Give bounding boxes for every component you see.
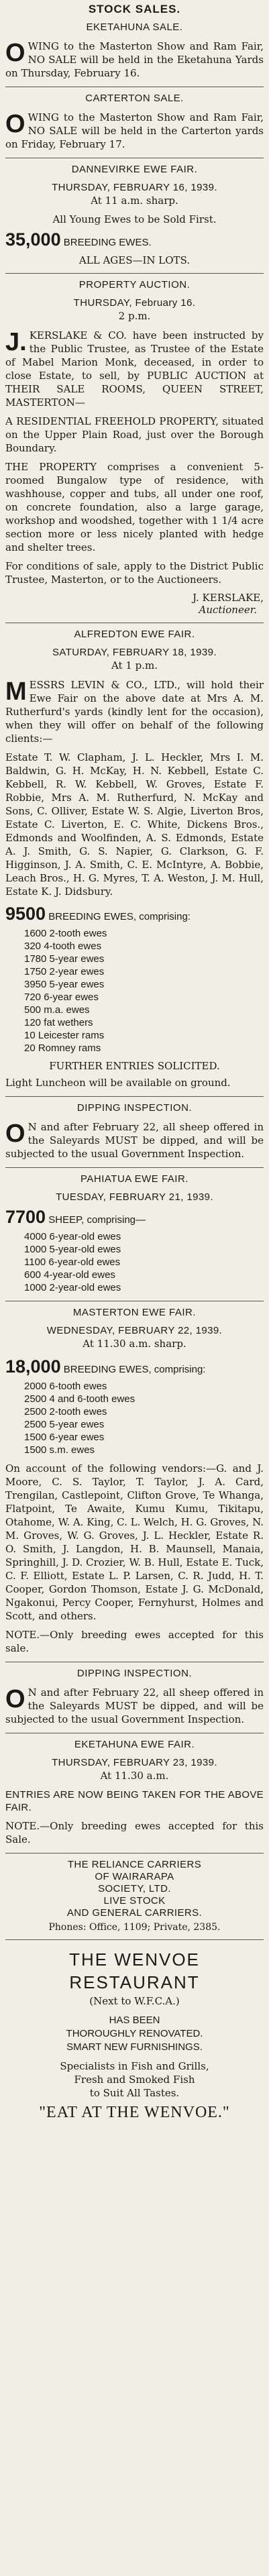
pahiatua-ewe-fair-ad — [5, 1173, 264, 1294]
ad-body-text: N and after February 22, all sheep offered in the Saleyards MUST be dipped, and will be subjected to the usual Government Inspection. — [5, 1121, 264, 1160]
list-item: 3950 5-year ewes — [24, 979, 105, 990]
ad-date: WEDNESDAY, FEBRUARY 22, 1939. — [46, 1325, 223, 1336]
stock-list — [24, 1380, 264, 1456]
list-item: 4000 6-year-old ewes — [24, 1231, 121, 1242]
drop-cap: O — [5, 39, 25, 67]
dipping-inspection-ad — [5, 1102, 264, 1161]
section-header: STOCK SALES. — [88, 3, 181, 15]
list-item: 1100 6-year-old ewes — [24, 1256, 121, 1268]
ad-title: DIPPING INSPECTION. — [76, 1102, 193, 1114]
company-line: LIVE STOCK — [103, 1895, 166, 1907]
stock-list — [24, 927, 264, 1055]
headline-count — [5, 904, 264, 924]
specialty-line: to Suit All Tastes. — [89, 2087, 180, 2099]
ad-body-text: WING to the Masterton Show and Ram Fair, NO SALE will be held in the Eketahuna Yards on Thursday, February 16. — [5, 40, 264, 79]
ad-title: PROPERTY AUCTION. — [78, 279, 191, 290]
list-item: 1500 s.m. ewes — [24, 1444, 95, 1456]
reliance-carriers-ad — [5, 1859, 264, 1933]
stock-list — [24, 1230, 264, 1294]
drop-cap: O — [5, 1685, 25, 1713]
drop-cap: M — [5, 678, 27, 706]
divider — [5, 1939, 264, 1940]
divider — [5, 273, 264, 274]
eketahuna-ewe-fair-ad — [5, 1739, 264, 1846]
list-item: 1000 5-year-old ewes — [24, 1244, 121, 1255]
ad-title: MASTERTON EWE FAIR. — [72, 1307, 197, 1318]
property-auction-ad — [5, 279, 264, 616]
big-number: 35,000 — [5, 229, 61, 250]
drop-cap: J. — [5, 328, 27, 356]
dipping-inspection-ad — [5, 1668, 264, 1726]
masterton-ewe-fair-ad — [5, 1307, 264, 1655]
list-item: 320 4-tooth ewes — [24, 941, 102, 952]
company-line: THE RELIANCE CARRIERS — [67, 1859, 202, 1870]
big-text: SHEEP, comprising— — [48, 1214, 146, 1226]
ad-title: DANNEVIRKE EWE FAIR. — [71, 164, 198, 175]
list-item: 500 m.a. ewes — [24, 1004, 90, 1016]
big-number: 7700 — [5, 1207, 46, 1227]
divider — [5, 1853, 264, 1854]
headline-count — [5, 1207, 264, 1228]
ad-title: DIPPING INSPECTION. — [76, 1668, 193, 1679]
ad-body-text: WING to the Masterton Show and Ram Fair, NO SALE will be held in the Carterton yards on Friday, February 17. — [5, 111, 264, 150]
renovation-line: HAS BEEN — [109, 2015, 160, 2026]
divider — [5, 1096, 264, 1097]
ad-note: All Young Ewes to be Sold First. — [52, 213, 217, 225]
divider — [5, 1167, 264, 1168]
list-item: 2500 4 and 6-tooth ewes — [24, 1393, 136, 1405]
ad-body-text: KERSLAKE & CO. have been instructed by the Public Trustee, as Trustee of the Estate of Mabel Marion Monk, deceased, in order to close Estate, to sell, by PUBLIC AUCTION at THEIR SALE ROOMS, QUEEN STREET, MASTERTON— — [5, 329, 264, 409]
list-item: 10 Leicester rams — [24, 1030, 105, 1041]
list-item: 1000 2-year-old ewes — [24, 1282, 121, 1293]
vendor-list: On account of the following vendors:—G. and J. Moore, C. S. Taylor, T. Taylor, J. A. Card, Trengilan, Castlepoint, Clifton Grove, Te Whanga, Flatpoint, Te Awaite, Kumu Kumu, Tikitapu, Otahome, W. A. King, C. L. Welch, H. G. Groves, N. M. Groves, W. G. Groves, J. L. Heckler, Estate R. O. Smith, J. Langdon, H. B. Maunsell, Manaia, Springhill, J. D. Crozier, W. B. Hull, Estate E. Tuck, C. F. Elliott, Estate L. P. Larsen, C. R. Judd, H. T. Cooper, Gordon Thomson, Estate J. G. McDonald, Ngakonui, Percy Cooper, Fernyhurst, Holmes and Scott, and others. — [5, 1462, 264, 1622]
slogan: "EAT AT THE WENVOE." — [39, 2104, 230, 2121]
ad-title: PAHIATUA EWE FAIR. — [80, 1173, 189, 1185]
property-description: A RESIDENTIAL FREEHOLD PROPERTY, situated on the Upper Plain Road, just over the Borough Boundary. — [5, 415, 264, 454]
ad-subline: ALL AGES—IN LOTS. — [78, 254, 191, 266]
list-item: 720 6-year ewes — [24, 991, 99, 1003]
list-item: 2500 2-tooth ewes — [24, 1406, 107, 1417]
eketahuna-sale-ad — [5, 21, 264, 80]
specialty-line: Fresh and Smoked Fish — [74, 2074, 195, 2086]
ad-date: SATURDAY, FEBRUARY 18, 1939. — [52, 647, 217, 658]
luncheon-note: Light Luncheon will be available on ground. — [5, 1077, 231, 1089]
renovation-line: THOROUGHLY RENOVATED. — [66, 2028, 203, 2039]
ad-body — [5, 1120, 264, 1161]
ad-title: CARTERTON SALE. — [85, 93, 184, 104]
wenvoe-restaurant-ad — [5, 1948, 264, 2122]
headline-count — [5, 229, 264, 250]
dannevirke-ewe-fair-ad — [5, 164, 264, 266]
signature-role: Auctioneer. — [199, 604, 257, 616]
big-number: 9500 — [5, 904, 46, 924]
company-line: SOCIETY, LTD. — [98, 1883, 171, 1894]
restaurant-name-line2: RESTAURANT — [69, 1972, 200, 1992]
list-item: 1750 2-year ewes — [24, 966, 105, 977]
ad-body — [5, 329, 264, 409]
ad-date: THURSDAY, FEBRUARY 23, 1939. — [52, 1757, 217, 1768]
ad-body-text: ESSRS LEVIN & CO., LTD., will hold their Ewe Fair on the above date at Mrs A. M. Rutherfurd's yards (kindly lent for the occasion), when they will offer on behalf of the following clients:— — [5, 679, 264, 745]
ad-time: At 11 a.m. sharp. — [91, 195, 178, 207]
big-number: 18,000 — [5, 1356, 61, 1377]
list-item: 1500 6-year ewes — [24, 1432, 105, 1443]
stock-sales-column — [5, 0, 264, 2122]
ad-time: At 1 p.m. — [111, 659, 158, 672]
list-item: 2000 6-tooth ewes — [24, 1381, 107, 1392]
list-item: 600 4-year-old ewes — [24, 1269, 115, 1281]
ad-body — [5, 111, 264, 151]
headline-count — [5, 1356, 264, 1377]
company-line: AND GENERAL CARRIERS. — [66, 1907, 203, 1919]
ad-date: THURSDAY, FEBRUARY 16, 1939. — [52, 182, 217, 193]
list-item: 1780 5-year ewes — [24, 953, 105, 965]
big-text: BREEDING EWES, comprising: — [63, 1364, 206, 1375]
ad-note: NOTE.—Only breeding ewes accepted for this sale. — [5, 1629, 264, 1654]
list-item: 2500 5-year ewes — [24, 1419, 105, 1430]
alfredton-ewe-fair-ad — [5, 629, 264, 1089]
ad-title: EKETAHUNA SALE. — [86, 21, 183, 33]
ad-time: At 11.30 a.m. — [100, 1770, 169, 1782]
ad-time: 2 p.m. — [118, 310, 151, 322]
list-item: 120 fat wethers — [24, 1017, 93, 1028]
big-text: BREEDING EWES. — [63, 237, 152, 248]
specialty-line: Specialists in Fish and Grills, — [60, 2060, 209, 2072]
restaurant-location: (Next to W.F.C.A.) — [89, 1995, 180, 2007]
list-item: 1600 2-tooth ewes — [24, 928, 107, 939]
list-item: 20 Romney rams — [24, 1042, 101, 1054]
restaurant-name: THE WENVOE — [69, 1949, 200, 1970]
ad-date: THURSDAY, February 16. — [73, 297, 196, 309]
conditions-of-sale: For conditions of sale, apply to the District Public Trustee, Masterton, or to the Auctioneers. — [5, 560, 264, 586]
big-text: BREEDING EWES, comprising: — [48, 911, 191, 922]
phone-numbers: Phones: Office, 1109; Private, 2385. — [48, 1922, 221, 1933]
signature: J. KERSLAKE, — [193, 592, 264, 604]
company-name — [5, 1859, 264, 1919]
renovation-line: SMART NEW FURNISHINGS. — [66, 2041, 203, 2053]
ad-date: TUESDAY, FEBRUARY 21, 1939. — [56, 1191, 213, 1203]
ad-body-text: N and after February 22, all sheep offered in the Saleyards MUST be dipped, and will be subjected to the usual Government Inspection. — [5, 1686, 264, 1725]
ad-title: EKETAHUNA EWE FAIR. — [74, 1739, 195, 1750]
company-line: OF WAIRARAPA — [95, 1871, 174, 1882]
property-details: THE PROPERTY comprises a convenient 5-roomed Bungalow type of residence, with washhouse, copper and tubs, all under one roof, on concrete foundation, also a large garage, workshop and woodshed, together with 1 1/4 acre section more or less nicely planted with hedge and shelter trees. — [5, 461, 264, 553]
ad-title: ALFREDTON EWE FAIR. — [74, 629, 195, 640]
further-entries: FURTHER ENTRIES SOLICITED. — [49, 1060, 220, 1072]
ad-body — [5, 678, 264, 745]
ad-time: At 11.30 a.m. sharp. — [83, 1338, 186, 1350]
client-list: Estate T. W. Clapham, J. L. Heckler, Mrs I. M. Baldwin, G. H. McKay, H. N. Kebbell, Estate C. Kebbell, R. W. Kebbell, W. Groves, Estate F. Robbie, Mrs A. M. Rutherfurd, N. McKay and Sons, C. Olliver, Estate W. S. Algie, Liverton Bros, Estate C. Liverton, E. C. White, Dickens Bros., Edmonds and Woolfinden, A. S. Edmonds, Estate A. J. Smith, G. S. Napier, G. Clarkson, G. F. Higginson, J. A. Smith, C. E. McIntyre, A. Bobbie, Leach Bros., H. G. Myres, T. A. Weston, J. M. Hull, Estate K. J. Didsbury. — [5, 751, 264, 898]
ad-note: NOTE.—Only breeding ewes accepted for this Sale. — [5, 1820, 264, 1845]
ad-body — [5, 40, 264, 80]
drop-cap: O — [5, 1120, 25, 1148]
drop-cap: O — [5, 110, 25, 138]
entries-notice: ENTRIES ARE NOW BEING TAKEN FOR THE ABOVE FAIR. — [5, 1789, 264, 1813]
carterton-sale-ad — [5, 93, 264, 151]
ad-body — [5, 1686, 264, 1726]
